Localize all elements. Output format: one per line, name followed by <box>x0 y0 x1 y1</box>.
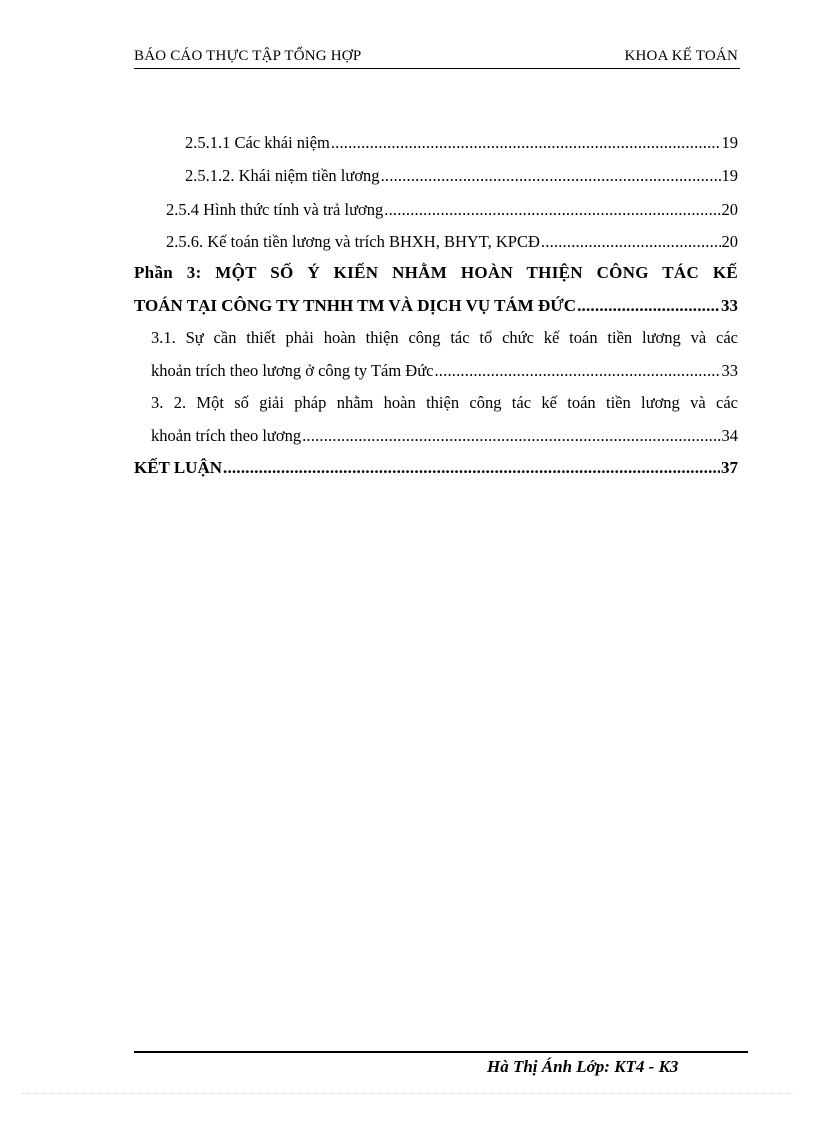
toc-entry-label: 2.5.1.1 Các khái niệm <box>185 133 330 152</box>
toc-leader-dots <box>434 361 720 381</box>
toc-entry-page: 19 <box>721 166 738 185</box>
toc-entry-page: 33 <box>721 296 738 315</box>
toc-entry-label: KẾT LUẬN <box>134 458 223 477</box>
header-title-left: BÁO CÁO THỰC TẬP TỔNG HỢP <box>134 48 362 64</box>
toc-entry-label: 2.5.1.2. Khái niệm tiền lương <box>185 166 380 185</box>
toc-entry[interactable] <box>185 133 738 153</box>
header-divider <box>134 68 740 69</box>
toc-item-3-1-line2[interactable] <box>151 361 738 381</box>
toc-entry-label: 2.5.4 Hình thức tính và trả lương <box>166 200 384 219</box>
toc-leader-dots <box>331 133 721 153</box>
toc-entry-page: 19 <box>721 133 738 152</box>
toc-entry-page: 20 <box>721 200 738 219</box>
toc-part3-heading-line1[interactable]: Phần 3: MỘT SỐ Ý KIẾN NHẰM HOÀN THIỆN CÔNG TÁC KẾ <box>134 263 738 282</box>
page-edge-line <box>22 1093 794 1094</box>
footer-divider <box>134 1051 748 1053</box>
toc-leader-dots <box>577 296 720 316</box>
toc-leader-dots <box>302 426 720 446</box>
toc-leader-dots <box>541 232 721 252</box>
toc-leader-dots <box>223 458 720 478</box>
footer-author: Hà Thị Ánh Lớp: KT4 - K3 <box>487 1057 679 1076</box>
header-title-right: KHOA KẾ TOÁN <box>624 48 738 64</box>
toc-entry-label: khoản trích theo lương <box>151 426 302 445</box>
toc-entry-page: 34 <box>721 426 738 445</box>
toc-entry-page: 37 <box>721 458 738 477</box>
toc-entry[interactable] <box>185 166 738 186</box>
toc-entry-label: 2.5.6. Kế toán tiền lương và trích BHXH, BHYT, KPCĐ <box>166 232 540 251</box>
toc-entry[interactable] <box>166 232 738 252</box>
toc-entry-page: 20 <box>721 232 738 251</box>
toc-part3-heading-line2[interactable] <box>134 296 738 316</box>
toc-entry[interactable] <box>166 200 738 220</box>
toc-entry-page: 33 <box>721 361 738 380</box>
toc-leader-dots <box>381 166 721 186</box>
toc-item-3-2-line1[interactable]: 3. 2. Một số giải pháp nhằm hoàn thiện công tác kế toán tiền lương và các <box>151 393 738 412</box>
toc-item-3-2-line2[interactable] <box>151 426 738 446</box>
toc-entry-label: TOÁN TẠI CÔNG TY TNHH TM VÀ DỊCH VỤ TÁM ĐỨC <box>134 296 577 315</box>
toc-leader-dots <box>384 200 720 220</box>
toc-entry-label: khoản trích theo lương ở công ty Tám Đức <box>151 361 434 380</box>
toc-conclusion[interactable] <box>134 458 738 478</box>
toc-item-3-1-line1[interactable]: 3.1. Sự cần thiết phải hoàn thiện công tác tổ chức kế toán tiền lương và các <box>151 328 738 347</box>
